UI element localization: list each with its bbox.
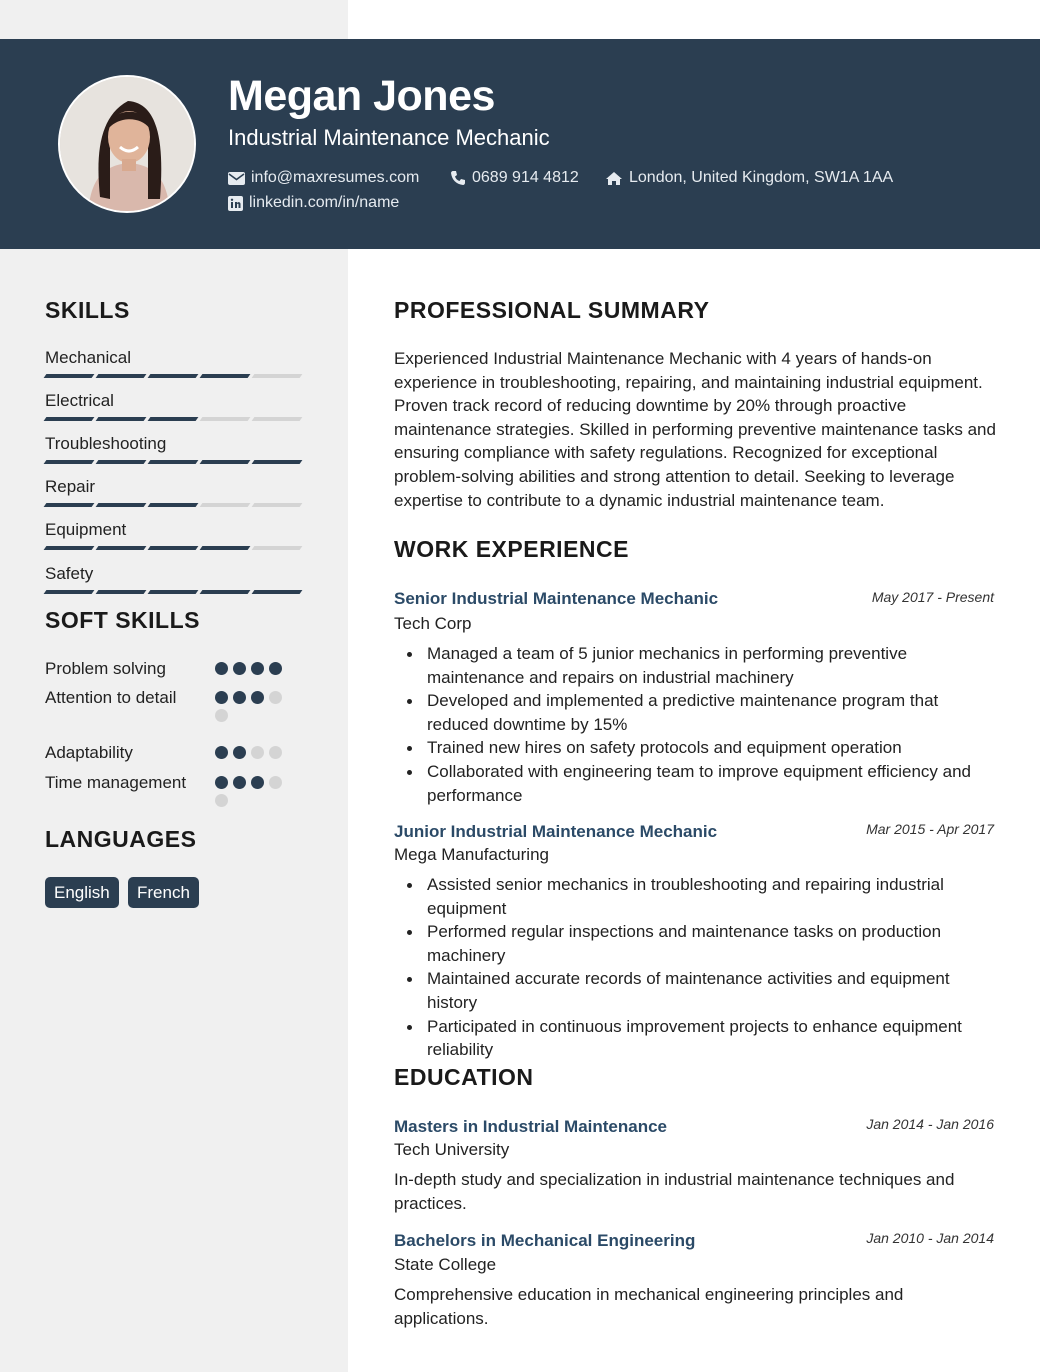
skill-segment-empty [252, 503, 303, 507]
envelope-icon [228, 172, 245, 185]
job-dates: Mar 2015 - Apr 2017 [866, 821, 994, 837]
soft-skill-label: Attention to detail [45, 688, 177, 707]
skill-segment-filled [96, 460, 147, 464]
job-bullet: Trained new hires on safety protocols and equipment operation [394, 736, 1000, 760]
soft-skills-heading: SOFT SKILLS [45, 607, 200, 633]
rating-dot-filled [215, 776, 228, 789]
skill-segment-filled [148, 590, 199, 594]
soft-skill-item [45, 686, 305, 710]
job-title: Senior Industrial Maintenance Mechanic [394, 589, 719, 608]
skill-segment-empty [200, 503, 251, 507]
soft-skill-rating [215, 746, 287, 759]
education-heading: EDUCATION [394, 1064, 534, 1090]
school-name: State College [394, 1255, 497, 1274]
profile-photo [60, 77, 196, 213]
skill-item [45, 563, 303, 603]
skill-segment-filled [200, 546, 251, 550]
rating-dot-empty [269, 746, 282, 759]
degree-description: In-depth study and specialization in industrial maintenance techniques and practices. [394, 1170, 955, 1213]
job-bullet: Maintained accurate records of maintenance activities and equipment history [394, 967, 1000, 1014]
job-company: Tech Corp [394, 614, 472, 633]
skill-item [45, 519, 303, 559]
skill-segment-filled [96, 417, 147, 421]
job-bullet: Performed regular inspections and maintenance tasks on production machinery [394, 920, 1000, 967]
skill-segment-filled [44, 503, 95, 507]
job-bullet: Managed a team of 5 junior mechanics in performing preventive maintenance and repairs on industrial machinery [394, 642, 1000, 689]
soft-skill-rating [215, 776, 287, 807]
skill-level-bar [45, 374, 301, 378]
skill-level-bar [45, 460, 301, 464]
summary-heading: PROFESSIONAL SUMMARY [394, 297, 710, 323]
rating-dot-filled [215, 662, 228, 675]
skill-segment-filled [148, 460, 199, 464]
rating-dot-filled [233, 662, 246, 675]
skill-segment-filled [96, 374, 147, 378]
candidate-title: Industrial Maintenance Mechanic [228, 125, 550, 150]
linkedin-icon [228, 196, 243, 211]
skill-segment-filled [252, 460, 303, 464]
contact-location [605, 168, 893, 188]
rating-dot-filled [269, 662, 282, 675]
skill-label: Repair [45, 477, 96, 496]
soft-skill-item [45, 741, 305, 765]
languages-heading: LANGUAGES [45, 826, 197, 852]
soft-skill-item [45, 657, 305, 681]
soft-skill-label: Problem solving [45, 659, 166, 678]
rating-dot-empty [215, 794, 228, 807]
job-dates: May 2017 - Present [871, 589, 994, 605]
header [0, 39, 1040, 249]
skill-segment-filled [148, 417, 199, 421]
soft-skill-rating [215, 662, 287, 675]
job-bullets [394, 873, 1000, 1062]
skill-segment-filled [96, 590, 147, 594]
skill-segment-filled [44, 590, 95, 594]
skill-level-bar [45, 546, 301, 550]
job-company: Mega Manufacturing [394, 845, 549, 864]
skill-label: Equipment [45, 520, 127, 539]
job-bullet: Developed and implemented a predictive maintenance program that reduced downtime by 15% [394, 689, 1000, 736]
rating-dot-empty [215, 709, 228, 722]
skill-item [45, 390, 303, 430]
skill-segment-empty [252, 417, 303, 421]
skill-segment-filled [148, 546, 199, 550]
language-tag-french: French [128, 877, 199, 908]
skill-item [45, 476, 303, 516]
skill-label: Mechanical [45, 348, 131, 367]
job-bullet: Assisted senior mechanics in troubleshooting and repairing industrial equipment [394, 873, 1000, 920]
degree-description: Comprehensive education in mechanical engineering principles and applications. [394, 1285, 904, 1328]
skill-segment-filled [44, 417, 95, 421]
skill-segment-filled [96, 503, 147, 507]
language-tag-english: English [45, 877, 119, 908]
skill-level-bar [45, 590, 301, 594]
rating-dot-empty [269, 691, 282, 704]
rating-dot-filled [233, 776, 246, 789]
skill-item [45, 433, 303, 473]
candidate-name: Megan Jones [228, 72, 495, 120]
degree-title: Bachelors in Mechanical Engineering [394, 1231, 696, 1250]
rating-dot-empty [251, 746, 264, 759]
skill-segment-filled [200, 374, 251, 378]
experience-heading: WORK EXPERIENCE [394, 536, 629, 562]
skill-segment-filled [252, 590, 303, 594]
skill-segment-filled [148, 503, 199, 507]
skills-heading: SKILLS [45, 297, 130, 323]
phone-icon [450, 170, 466, 186]
job-bullet: Collaborated with engineering team to improve equipment efficiency and performance [394, 760, 1000, 807]
skill-segment-filled [96, 546, 147, 550]
location-text: London, United Kingdom, SW1A 1AA [629, 169, 894, 186]
summary-text: Experienced Industrial Maintenance Mechanic with 4 years of hands-on experience in troubleshooting, repairing, and maintaining industrial equipment. Proven track record of reducing downtime by 20% through proactive maintenance strategies. Skilled in performing preventive maintenance tasks and ensuring compliance with safety regulations. Recognized for exceptional problem-solving abilities and strong attention to detail. Seeking to leverage expertise to contribute to a dynamic industrial maintenance team. [394, 349, 996, 510]
job-bullets [394, 642, 1000, 807]
rating-dot-filled [251, 662, 264, 675]
soft-skill-item [45, 771, 305, 795]
degree-title: Masters in Industrial Maintenance [394, 1117, 668, 1136]
soft-skill-label: Adaptability [45, 743, 133, 762]
soft-skill-label: Time management [45, 773, 187, 792]
phone-text: 0689 914 4812 [472, 169, 579, 186]
skill-segment-filled [200, 590, 251, 594]
contact-phone[interactable] [450, 168, 579, 188]
skill-segment-filled [44, 546, 95, 550]
linkedin-text: linkedin.com/in/name [249, 194, 400, 211]
rating-dot-empty [269, 776, 282, 789]
skill-label: Safety [45, 564, 94, 583]
home-icon [605, 171, 623, 186]
rating-dot-filled [251, 776, 264, 789]
skill-label: Troubleshooting [45, 434, 167, 453]
rating-dot-filled [233, 691, 246, 704]
skill-segment-empty [252, 546, 303, 550]
avatar [58, 75, 196, 213]
skill-segment-filled [200, 460, 251, 464]
skill-segment-filled [44, 460, 95, 464]
rating-dot-filled [215, 691, 228, 704]
skill-segment-empty [200, 417, 251, 421]
school-name: Tech University [394, 1140, 510, 1159]
email-text: info@maxresumes.com [251, 169, 420, 186]
rating-dot-filled [233, 746, 246, 759]
soft-skill-rating [215, 691, 287, 722]
skill-level-bar [45, 417, 301, 421]
contact-linkedin[interactable] [228, 193, 399, 213]
rating-dot-filled [251, 691, 264, 704]
contact-email[interactable] [228, 168, 419, 188]
degree-dates: Jan 2010 - Jan 2014 [866, 1230, 994, 1246]
job-bullet: Participated in continuous improvement projects to enhance equipment reliability [394, 1015, 1000, 1062]
skill-segment-filled [148, 374, 199, 378]
skill-segment-empty [252, 374, 303, 378]
job-title: Junior Industrial Maintenance Mechanic [394, 822, 718, 841]
skill-segment-filled [44, 374, 95, 378]
skill-level-bar [45, 503, 301, 507]
degree-dates: Jan 2014 - Jan 2016 [866, 1116, 994, 1132]
rating-dot-filled [215, 746, 228, 759]
skill-item [45, 347, 303, 387]
skill-label: Electrical [45, 391, 114, 410]
